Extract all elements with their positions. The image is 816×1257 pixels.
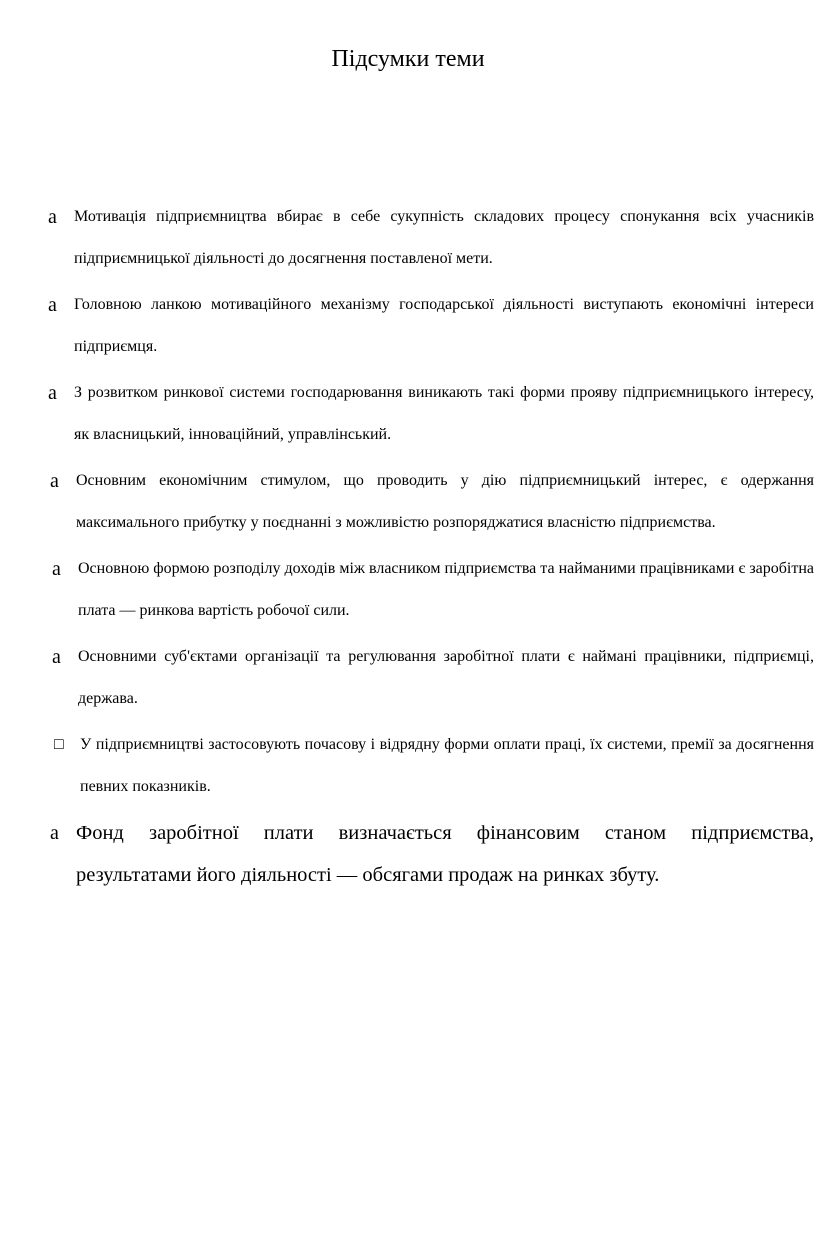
list-item-text: Головною ланкою мотиваційного механізму господарської діяльності виступають економічні інтереси підприємця. [74,296,814,355]
square-bullet-icon: □ [54,736,64,753]
bullet-marker: a [48,294,57,316]
list-item [48,284,814,368]
bullet-marker: a [50,470,59,492]
list-item-text: Фонд заробітної плати визначається фінансовим станом підприємства, результатами його діяльності — обсягами продаж на ринках збуту. [76,822,814,886]
list-item [54,724,814,808]
list-item-text: У підприємництві застосовують почасову і відрядну форми оплати праці, їх системи, премії за досягнення певних показників. [80,736,814,795]
page-title: Підсумки теми [331,46,485,72]
list-item [52,548,814,632]
list-item [48,372,814,456]
bullet-marker: a [48,382,57,404]
bullet-marker: a [48,206,57,228]
list-item-text: Основними суб'єктами організації та регулювання заробітної плати є наймані працівники, підприємці, держава. [78,648,814,707]
bullet-marker: a [52,558,61,580]
bullet-marker: a [52,646,61,668]
list-item-text: Основною формою розподілу доходів між власником підприємства та найманими працівниками є заробітна плата — ринкова вартість робочої сили. [78,560,814,619]
list-item [52,636,814,720]
list-item [50,460,814,544]
list-item-text: Мотивація підприємництва вбирає в себе сукупність складових процесу спонукання всіх учасників підприємницької діяльності до досягнення поставленої мети. [74,208,814,267]
summary-list [48,196,814,900]
list-item [48,196,814,280]
list-item [50,812,814,896]
list-item-text: З розвитком ринкової системи господарювання виникають такі форми прояву підприємницького інтересу, як власницький, інноваційний, управлінський. [74,384,814,443]
bullet-marker: a [50,822,59,844]
list-item-text: Основним економічним стимулом, що проводить у дію підприємницький інтерес, є одержання максимального прибутку у поєднанні з можливістю розпоряджатися власністю підприємства. [76,472,814,531]
